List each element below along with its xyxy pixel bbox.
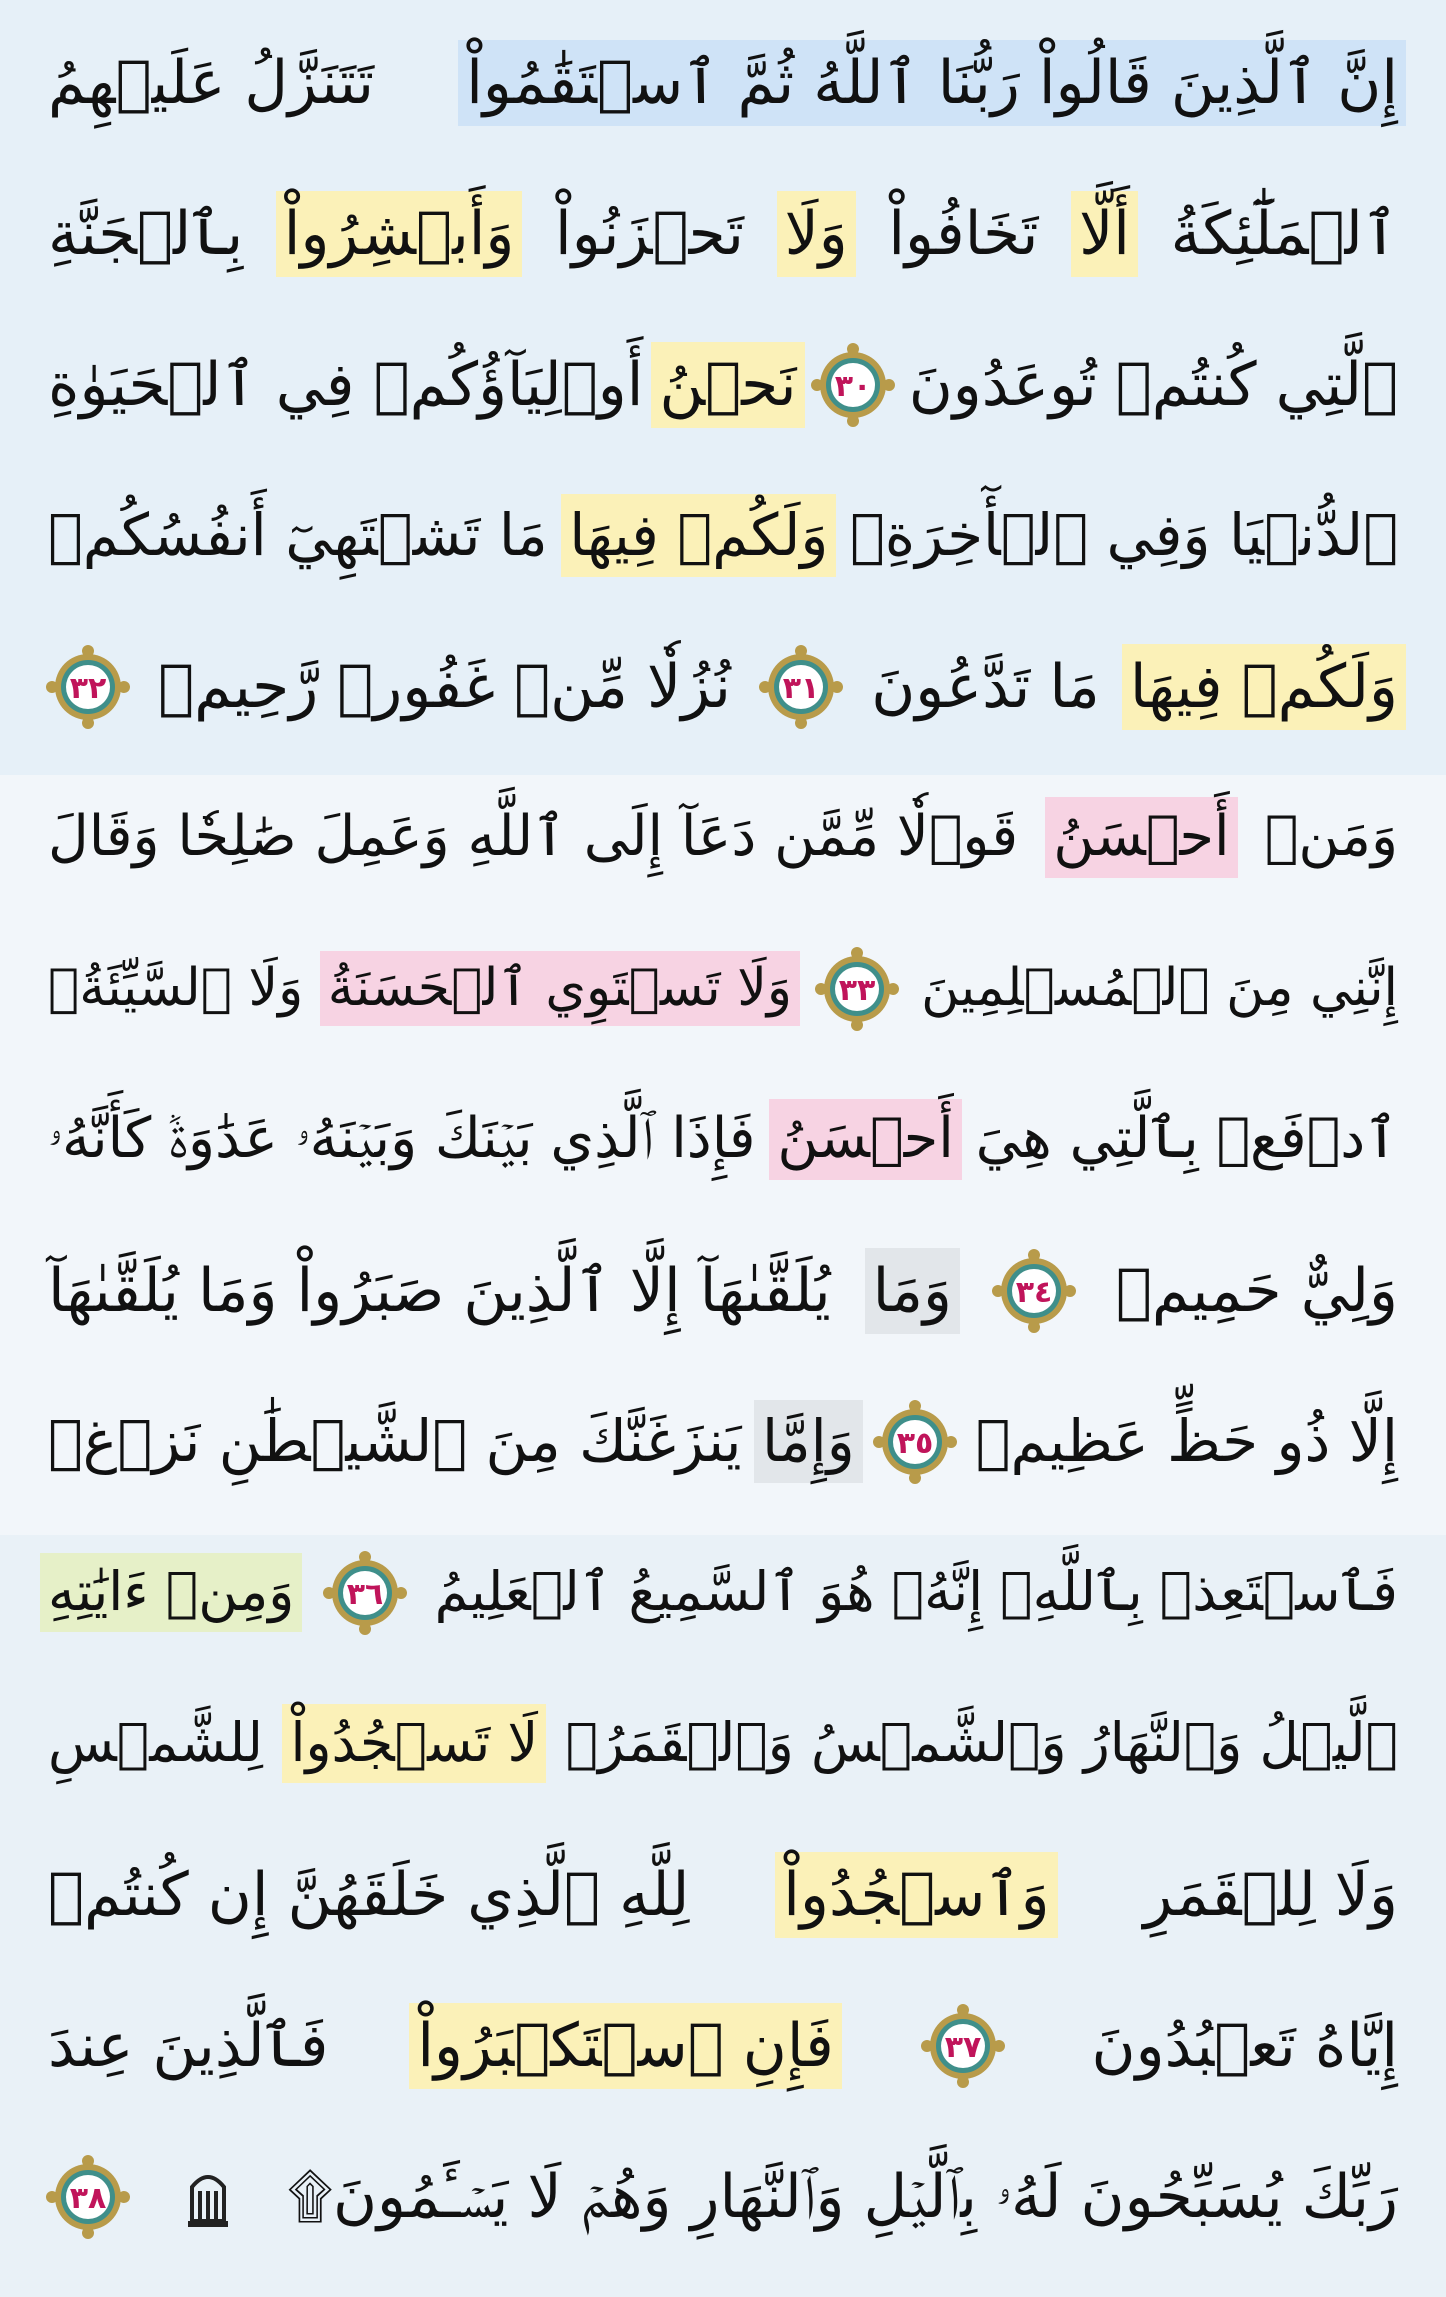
ayah-number-marker	[921, 2004, 1005, 2088]
highlighted-phrase: فَإِنِ ٱسۡتَكۡبَرُواْ	[409, 2003, 841, 2089]
ayah-number: ٣٣	[838, 972, 875, 1008]
ayah-number: ٣٢	[69, 670, 107, 706]
verse-line	[40, 1530, 1406, 1655]
highlighted-phrase: أَحۡسَنُ	[769, 1099, 961, 1180]
verse-line	[40, 1681, 1406, 1806]
verse-text: مَا تَدَّعُونَ	[871, 651, 1100, 722]
verse-text: نُزُلٗا مِّنۡ غَفُورٖ رَّحِيمٖ	[158, 651, 731, 722]
ayah-number-marker	[815, 947, 899, 1031]
ayah-ornament-icon	[46, 2155, 130, 2239]
verse-text: بِٱلۡجَنَّةِ	[48, 198, 244, 269]
verse-text: ٱلۡمَلَٰٓئِكَةُ	[1170, 198, 1398, 269]
ayah-ornament-icon	[323, 1551, 407, 1635]
highlighted-phrase: وَلَا	[777, 191, 856, 277]
verse-line	[40, 1832, 1406, 1957]
verse-line	[40, 1379, 1406, 1504]
verse-text: ٱلَّتِي كُنتُمۡ تُوعَدُونَ	[908, 349, 1398, 420]
verse-text: إِيَّاهُ تَعۡبُدُونَ	[1091, 2010, 1398, 2081]
highlighted-phrase: نَحۡنُ	[651, 342, 804, 428]
highlighted-phrase: وَمِنۡ ءَايَٰتِهِ	[40, 1553, 302, 1631]
verse-line	[40, 926, 1406, 1051]
verse-text: فَٱسۡتَعِذۡ بِٱللَّهِۖ إِنَّهُۥ هُوَ ٱلسَّمِيعُ ٱلۡعَلِيمُ	[434, 1560, 1398, 1624]
highlighted-phrase: أَحۡسَنُ	[1045, 797, 1237, 878]
verse-text: يُلَقَّىٰهَآ إِلَّا ٱلَّذِينَ صَبَرُواْ وَمَا يُلَقَّىٰهَآ	[48, 1255, 831, 1326]
verse-text: مَا تَشۡتَهِيٓ أَنفُسُكُمۡ	[48, 500, 548, 569]
ayah-ornament-icon	[811, 343, 895, 427]
verse-text: إِلَّا ذُو حَظٍّ عَظِيمٖ	[975, 1406, 1398, 1475]
ayah-number: ٣٤	[1015, 1274, 1053, 1310]
verse-text: يَنزَغَنَّكَ مِنَ ٱلشَّيۡطَٰنِ نَزۡغٞ	[48, 1406, 742, 1475]
highlighted-phrase: إِنَّ ٱلَّذِينَ قَالُواْ رَبُّنَا ٱللَّهُ ثُمَّ ٱسۡتَقَٰمُواْ	[458, 40, 1406, 126]
verse-line	[40, 1077, 1406, 1202]
sajda-mihrab-icon	[186, 2165, 230, 2229]
verse-line	[40, 171, 1406, 296]
verse-text: وَلَا ٱلسَّيِّئَةُۚ	[48, 957, 304, 1018]
verse-text: وَلَا لِلۡقَمَرِ	[1143, 1859, 1398, 1930]
verse-text: تَحۡزَنُواْ	[555, 198, 744, 269]
highlighted-phrase: لَا تَسۡجُدُواْ	[282, 1704, 546, 1782]
verse-line	[40, 1983, 1406, 2108]
ayah-number: ٣٦	[346, 1576, 383, 1612]
verse-text: لِلشَّمۡسِ	[48, 1711, 263, 1775]
verse-text: وَمَنۡ	[1264, 804, 1398, 870]
ayah-ornament-icon	[46, 645, 130, 729]
verse-text: فَإِذَا ٱلَّذِي بَيۡنَكَ وَبَيۡنَهُۥ عَدَٰوَةٞ كَأَنَّهُۥ	[48, 1106, 756, 1172]
ayah-number: ٣٠	[834, 368, 871, 404]
ayah-number: ٣٧	[944, 2029, 981, 2065]
ayah-number: ٣٨	[69, 2180, 107, 2216]
verse-line	[40, 775, 1406, 900]
verse-text: ٱلَّيۡلُ وَٱلنَّهَارُ وَٱلشَّمۡسُ وَٱلۡقَمَرُۚ	[565, 1711, 1398, 1775]
highlighted-phrase: وَأَبۡشِرُواْ	[276, 191, 523, 277]
ayah-number: ٣٥	[896, 1425, 934, 1461]
verse-line	[40, 322, 1406, 447]
highlighted-phrase: أَلَّا	[1071, 191, 1138, 277]
highlighted-phrase: وَٱسۡجُدُواْ	[775, 1852, 1057, 1938]
highlighted-phrase: وَلَكُمۡ فِيهَا	[1122, 644, 1406, 730]
verse-line	[40, 2134, 1406, 2259]
verse-text: إِنَّنِي مِنَ ٱلۡمُسۡلِمِينَ	[921, 957, 1398, 1018]
verse-line	[40, 624, 1406, 749]
highlighted-phrase: وَمَا	[865, 1248, 960, 1334]
ayah-number-marker	[323, 1551, 407, 1635]
ayah-number-marker	[759, 645, 843, 729]
verse-text: رَبِّكَ يُسَبِّحُونَ لَهُۥ بِٱلَّيۡلِ وَٱلنَّهَارِ وَهُمۡ لَا يَسۡـَٔمُونَ۩	[287, 2161, 1398, 2232]
ayah-number: ٣١	[782, 670, 820, 706]
ayah-number-marker	[811, 343, 895, 427]
verse-text: وَلِيٌّ حَمِيمٞ	[1115, 1255, 1398, 1326]
highlighted-phrase: وَلَا تَسۡتَوِي ٱلۡحَسَنَةُ	[320, 951, 800, 1027]
highlighted-phrase: وَإِمَّا	[754, 1400, 863, 1483]
verse-text: قَوۡلٗا مِّمَّن دَعَآ إِلَى ٱللَّهِ وَعَمِلَ صَٰلِحٗا وَقَالَ	[48, 804, 1019, 870]
ayah-ornament-icon	[992, 1249, 1076, 1333]
ayah-number-marker	[992, 1249, 1076, 1333]
verse-line	[40, 1228, 1406, 1353]
verse-text: ٱلدُّنۡيَا وَفِي ٱلۡأٓخِرَةِۖ	[850, 500, 1398, 569]
ayah-number-marker	[46, 645, 130, 729]
verse-text: أَوۡلِيَآؤُكُمۡ فِي ٱلۡحَيَوٰةِ	[48, 349, 644, 420]
verse-text: فَٱلَّذِينَ عِندَ	[48, 2010, 329, 2081]
ayah-ornament-icon	[873, 1400, 957, 1484]
verse-line	[40, 473, 1406, 598]
verse-text: ٱدۡفَعۡ بِٱلَّتِي هِيَ	[975, 1106, 1398, 1172]
ayah-ornament-icon	[815, 947, 899, 1031]
ayah-ornament-icon	[921, 2004, 1005, 2088]
verse-line	[40, 20, 1406, 145]
verse-text: لِلَّهِ ٱلَّذِي خَلَقَهُنَّ إِن كُنتُمۡ	[48, 1859, 690, 1930]
highlighted-phrase: وَلَكُمۡ فِيهَا	[561, 494, 836, 577]
ayah-number-marker	[46, 2155, 130, 2239]
ayah-ornament-icon	[759, 645, 843, 729]
verse-text: تَتَنَزَّلُ عَلَيۡهِمُ	[48, 47, 375, 118]
ayah-number-marker	[873, 1400, 957, 1484]
sajda-mark	[181, 2162, 235, 2232]
verse-text: تَخَافُواْ	[888, 198, 1039, 269]
